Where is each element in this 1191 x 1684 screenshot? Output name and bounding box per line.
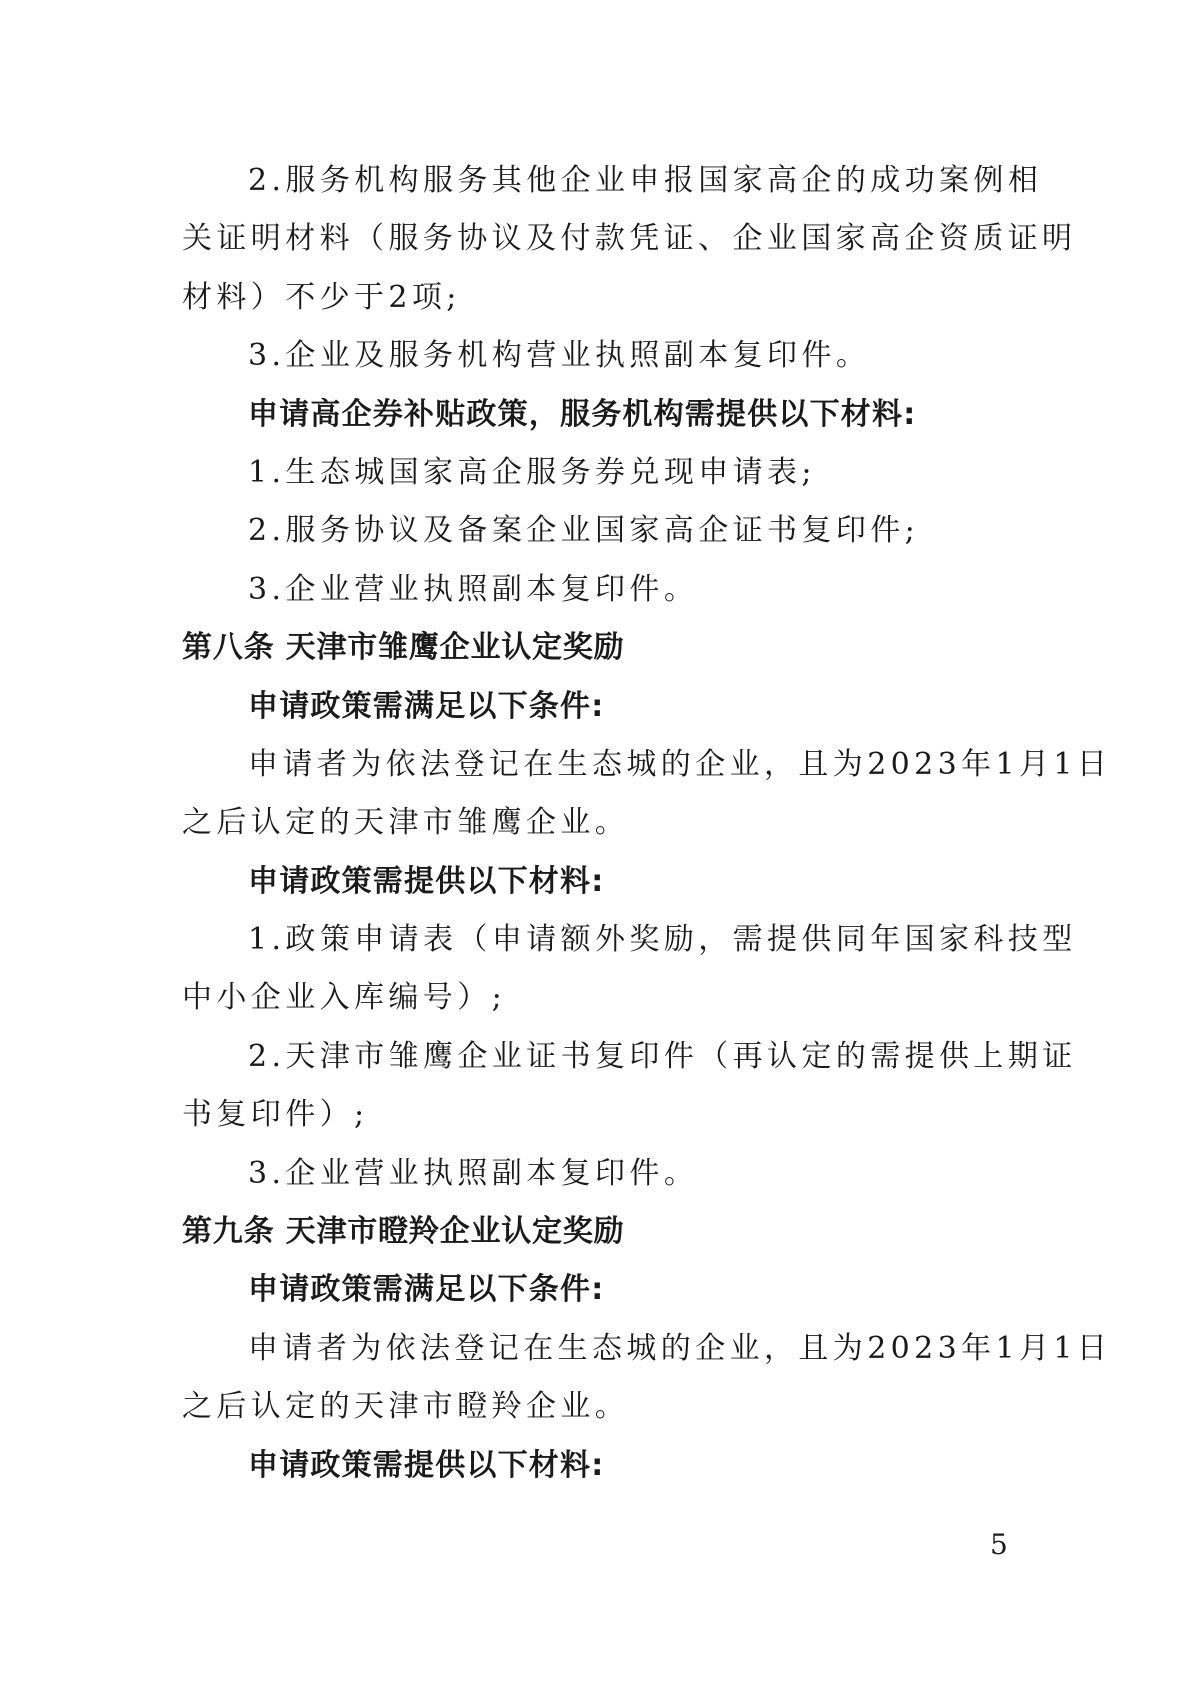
body-line: 之后认定的天津市雏鹰企业。 <box>182 805 630 841</box>
body-line: 1.政策申请表（申请额外奖励，需提供同年国家科技型 <box>248 922 1077 958</box>
subheading-conditions: 申请政策需满足以下条件: <box>248 1272 605 1308</box>
subheading-materials: 申请政策需提供以下材料: <box>248 1447 605 1483</box>
article-8-heading: 第八条 天津市雏鹰企业认定奖励 <box>182 630 625 666</box>
body-line: 2.服务协议及备案企业国家高企证书复印件; <box>248 513 920 549</box>
body-line: 1.生态城国家高企服务券兑现申请表; <box>248 454 816 490</box>
body-line: 2.服务机构服务其他企业申报国家高企的成功案例相 <box>248 163 1043 198</box>
body-line: 3.企业营业执照副本复印件。 <box>248 1155 699 1191</box>
body-line: 关证明材料（服务协议及付款凭证、企业国家高企资质证明 <box>182 221 1077 257</box>
page-number: 5 <box>990 1528 1008 1561</box>
body-line: 材料）不少于2项; <box>182 279 461 315</box>
body-line: 申请者为依法登记在生态城的企业，且为2023年1月1日 <box>248 1330 1112 1366</box>
body-line: 2.天津市雏鹰企业证书复印件（再认定的需提供上期证 <box>248 1038 1077 1074</box>
body-line: 书复印件）; <box>182 1097 369 1133</box>
body-line: 中小企业入库编号）; <box>182 980 507 1016</box>
body-line: 申请者为依法登记在生态城的企业，且为2023年1月1日 <box>248 746 1112 782</box>
subheading-conditions: 申请政策需满足以下条件: <box>248 688 605 724</box>
subheading-materials-coupon: 申请高企券补贴政策，服务机构需提供以下材料: <box>248 396 917 432</box>
body-line: 3.企业及服务机构营业执照副本复印件。 <box>248 338 871 374</box>
body-line: 3.企业营业执照副本复印件。 <box>248 571 699 607</box>
subheading-materials: 申请政策需提供以下材料: <box>248 863 605 899</box>
article-9-heading: 第九条 天津市瞪羚企业认定奖励 <box>182 1214 625 1250</box>
body-line: 之后认定的天津市瞪羚企业。 <box>182 1389 630 1425</box>
document-body <box>182 152 1112 1495</box>
